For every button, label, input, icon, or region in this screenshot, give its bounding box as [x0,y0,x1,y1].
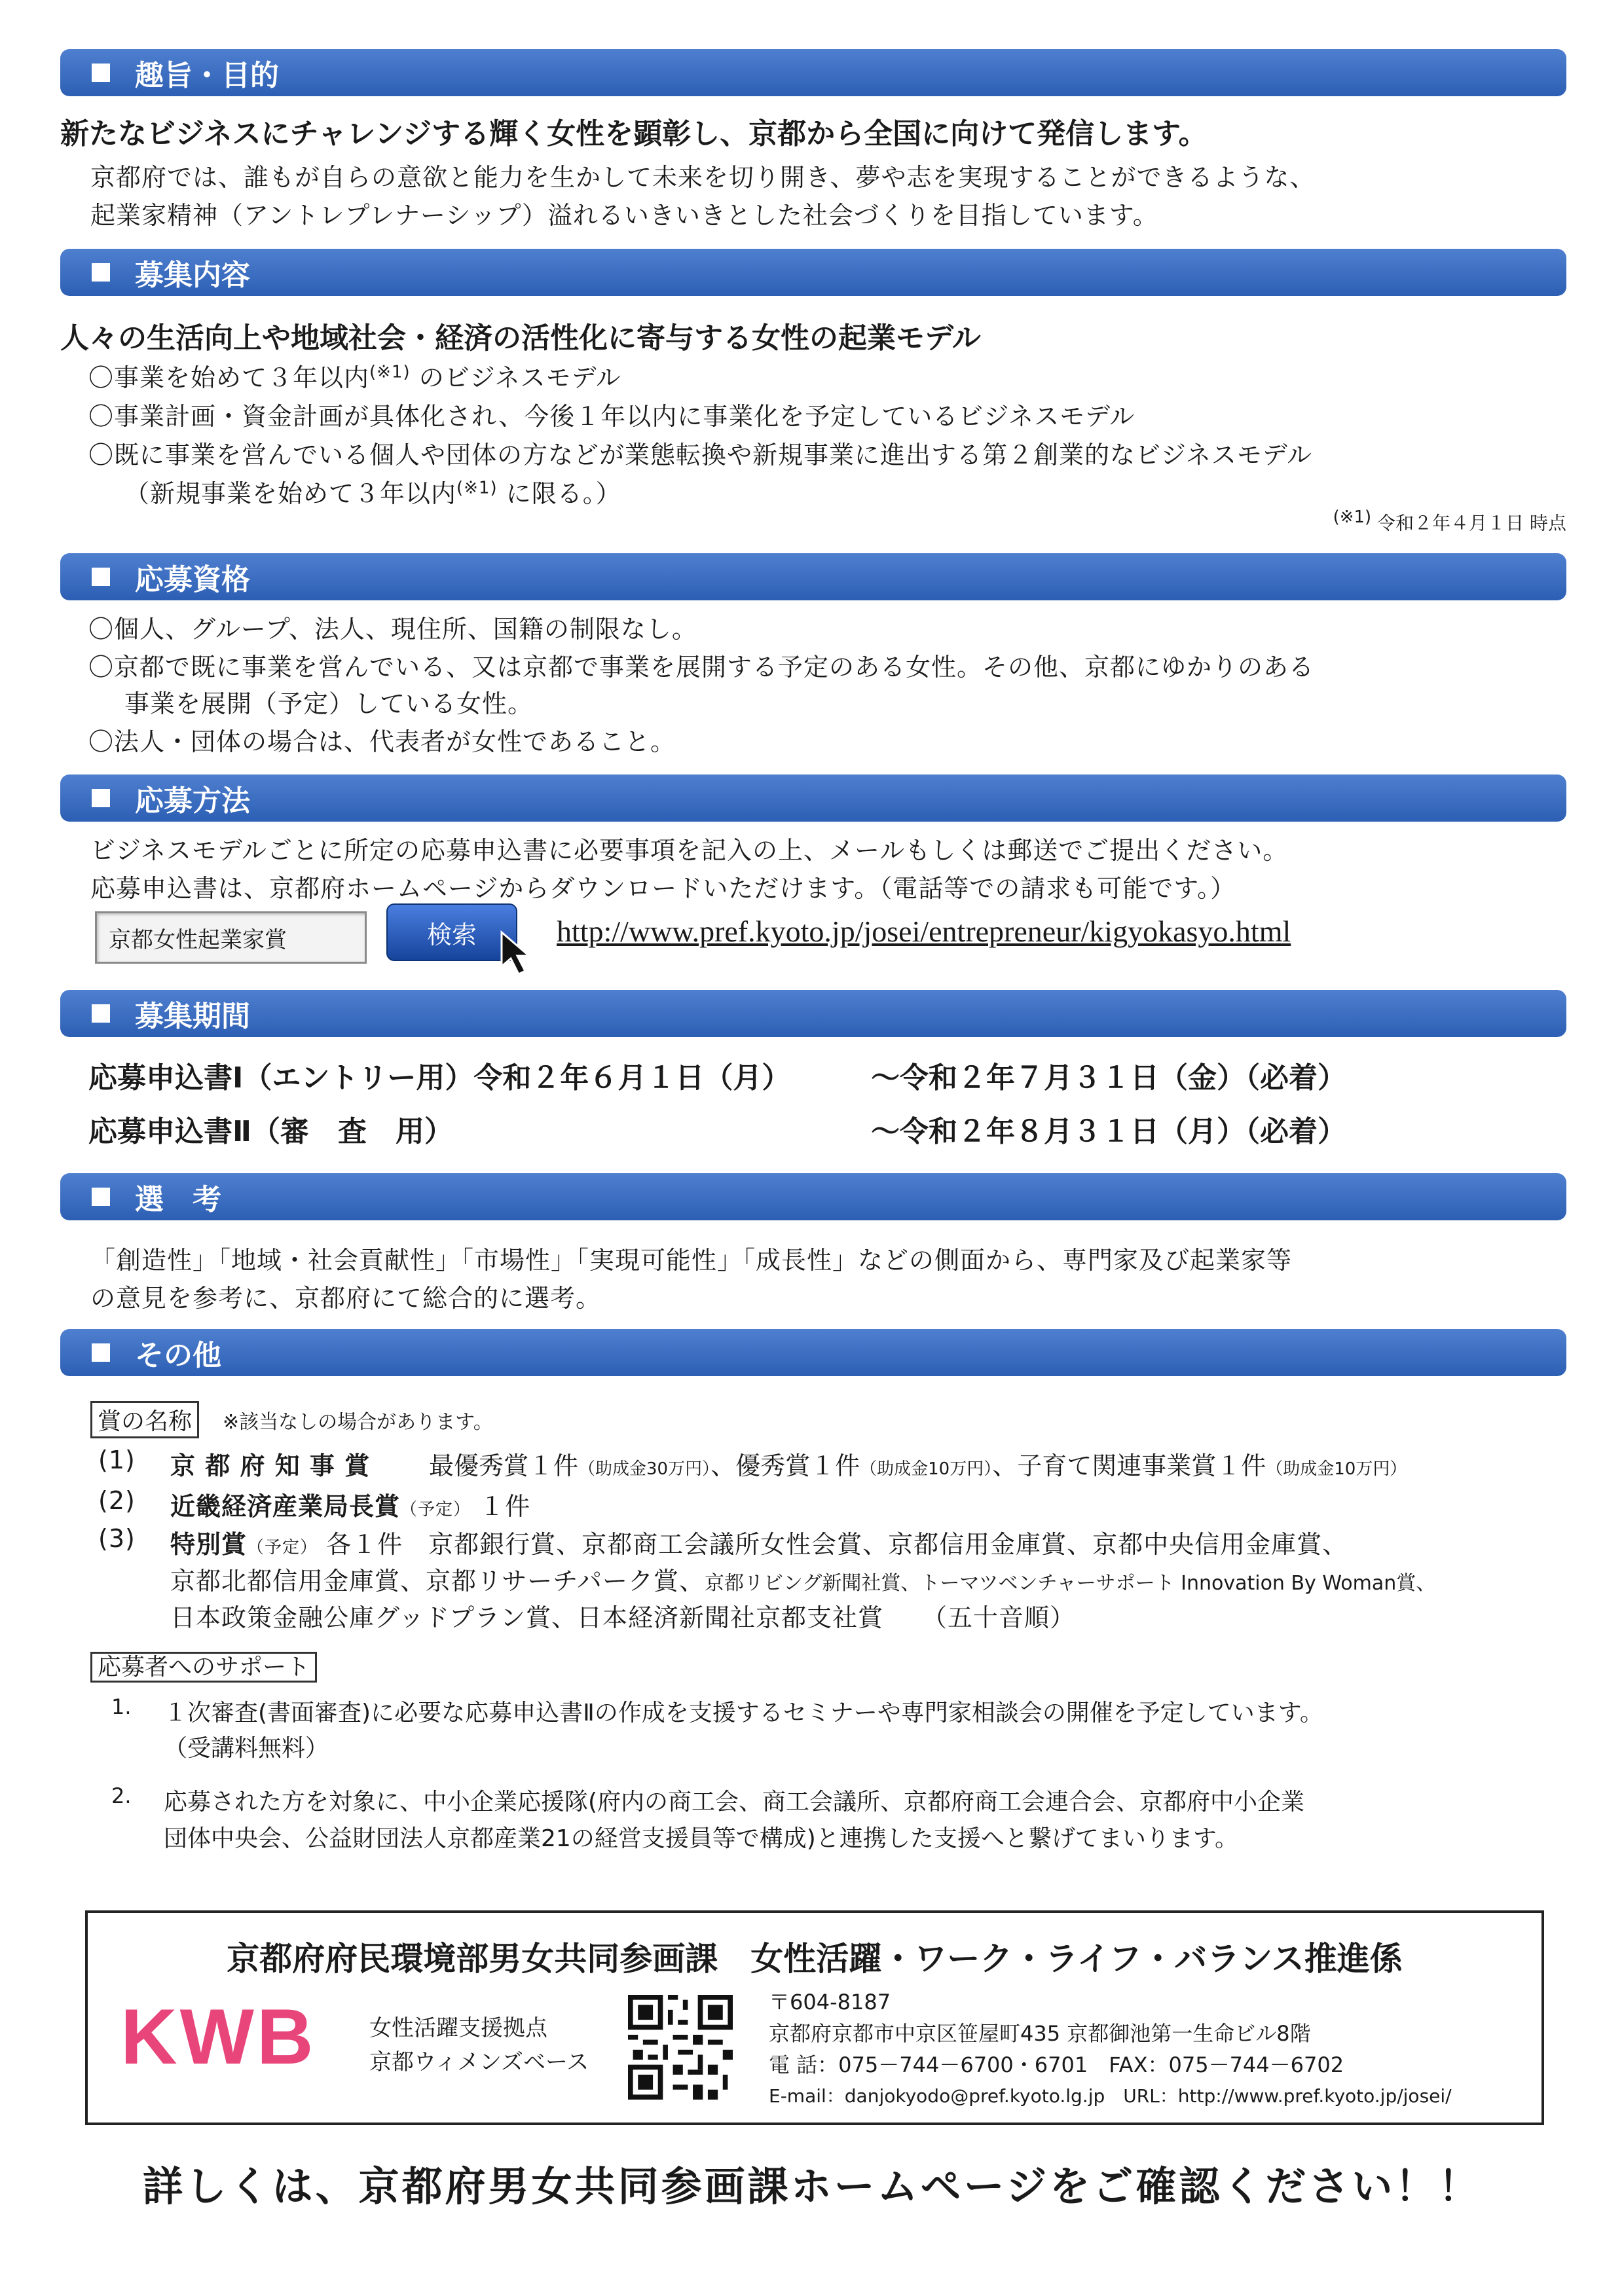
period-row1-deadline: ～令和２年７月３１日（金）（必着） [871,1061,1346,1095]
purpose-body-line1: 京都府では、誰もが自らの意欲と能力を生かして未来を切り開き、夢や志を実現することができるような、 [90,163,1316,192]
support2-number: 2. [111,1783,132,1808]
prize3-line3: 日本政策金融公庫グッドプラン賞、日本経済新聞社京都支社賞 （五十音順） [170,1603,1075,1632]
square-bullet-icon [92,1188,110,1206]
eligibility-item2-line2: 事業を展開（予定）している女性。 [124,689,534,718]
eligibility-item2-line1: 〇京都で既に事業を営んでいる、又は京都で事業を展開する予定のある女性。その他、京都にゆかりのある [88,653,1315,682]
square-bullet-icon [92,1343,110,1362]
section-header-purpose [60,49,1566,96]
section-title: 選 考 [135,1183,221,1216]
postal-code: 〒604-8187 [769,1990,891,2014]
contact-box [85,1910,1544,2125]
purpose-lead: 新たなビジネスにチャレンジする輝く女性を顕彰し、京都から全国に向けて発信します。 [60,117,1208,151]
section-header-selection [60,1173,1566,1220]
section-header-period [60,990,1566,1037]
eligibility-item3: 〇法人・団体の場合は、代表者が女性であること。 [88,727,676,756]
purpose-body-line2: 起業家精神（アントレプレナーシップ）溢れるいきいきとした社会づくりを目指しています。 [90,201,1158,230]
search-button-label: 検索 [426,920,477,949]
contact-details [769,1986,1452,2112]
square-bullet-icon [92,263,110,282]
section-title: 募集内容 [135,259,250,292]
selection-line1: 「創造性」「地域・社会貢献性」「市場性」「実現可能性」「成長性」などの側面から、専門家及び起業家等 [90,1246,1293,1275]
recruitment-item2: 〇事業計画・資金計画が具体化され、今後１年以内に事業化を予定しているビジネスモデル [88,402,1135,431]
support-header [90,1649,317,1682]
prize-header [90,1401,493,1438]
method-line2: 応募申込書は、京都府ホームページからダウンロードいただけます。（電話等での請求も可能です。） [90,874,1236,903]
cursor-arrow-icon [499,930,540,977]
square-bullet-icon [92,1004,110,1023]
support1-number: 1. [111,1694,132,1719]
period-row2-deadline: ～令和２年８月３１日（月）（必着） [871,1115,1346,1148]
support1-line2: （受講料無料） [164,1735,329,1762]
section-header-method [60,774,1566,822]
kwb-logo: KWB [120,1993,316,2081]
recruitment-lead: 人々の生活向上や地域社会・経済の活性化に寄与する女性の起業モデル [60,321,981,355]
section-title: 募集期間 [135,1000,250,1033]
phone-fax: 電 話：075－744－6700・6701 FAX：075－744－6702 [769,2052,1344,2077]
prize2-number: (2) [98,1486,136,1515]
prize1-details: 最優秀賞１件（助成金30万円）、優秀賞１件（助成金10万円）、子育て関連事業賞１件（助成金10万円） [429,1451,1407,1480]
period-row2-label: 応募申込書Ⅱ（審 査 用） [88,1115,453,1148]
square-bullet-icon [92,568,110,586]
support2-line1: 応募された方を対象に、中小企業応援隊(府内の商工会、商工会議所、京都府商工会連合会、京都府中小企業 [164,1789,1305,1815]
prize-note: ※該当なしの場合があります。 [223,1410,493,1434]
contact-org: 京都府府民環境部男女共同参画課 女性活躍・ワーク・ライフ・バランス推進係 [227,1940,1403,1978]
method-line1: ビジネスモデルごとに所定の応募申込書に必要事項を記入の上、メールもしくは郵送でご提出ください。 [90,836,1289,865]
section-header-recruitment [60,249,1566,296]
selection-line2: の意見を参考に、京都府にて総合的に選考。 [90,1284,602,1313]
section-header-other [60,1329,1566,1376]
prize1-name: 京 都 府 知 事 賞 [170,1451,371,1480]
square-bullet-icon [92,789,110,807]
email-url: E-mail：danjokyodo@pref.kyoto.lg.jp URL：http://www.pref.kyoto.jp/josei/ [769,2085,1452,2107]
footer-message: 詳しくは、京都府男女共同参画課ホームページをご確認ください！！ [142,2162,1482,2210]
section-title: 趣旨・目的 [135,59,279,92]
section-title: 応募資格 [135,563,250,596]
eligibility-item1: 〇個人、グループ、法人、現住所、国籍の制限なし。 [88,615,697,644]
base-name: 女性活躍支援拠点 京都ウィメンズベース [369,2015,589,2075]
recruitment-footnote: $^{(※1)}$ 令和２年４月１日 時点 [1333,507,1566,534]
section-header-eligibility [60,553,1566,600]
qr-code-icon [628,1995,733,2100]
address: 京都府京都市中京区笹屋町435 京都御池第一生命ビル8階 [769,2021,1311,2046]
recruitment-item3-sub: （新規事業を始めて３年以内$^{(※1)}$ に限る。） [124,478,621,508]
support1-line1: １次審査(書面審査)に必要な応募申込書Ⅱの作成を支援するセミナーや専門家相談会の開催を予定しています。 [164,1700,1323,1726]
prize3-number: (3) [98,1524,136,1553]
square-bullet-icon [92,64,110,82]
search-button[interactable] [386,903,517,961]
support2-line2: 団体中央会、公益財団法人京都産業21の経営支援員等で構成)と連携した支援へと繋げてまいります。 [164,1825,1238,1852]
section-title: 応募方法 [135,784,250,818]
prize3-line2: 京都北都信用金庫賞、京都リサーチパーク賞、京都リビング新聞社賞、トーマツベンチャーサポート Innovation By Woman賞、 [170,1567,1436,1595]
search-input[interactable]: 京都女性起業家賞 [95,911,367,964]
application-url-link[interactable]: http://www.pref.kyoto.jp/josei/entrepreneur/kigyokasyo.html [557,915,1291,948]
recruitment-item1: 〇事業を始めて３年以内$^{(※1)}$ のビジネスモデル [88,362,621,392]
prize1-number: (1) [98,1446,136,1474]
section-title: その他 [135,1339,221,1372]
recruitment-item3: 〇既に事業を営んでいる個人や団体の方などが業態転換や新規事業に進出する第２創業的なビジネスモデル [88,441,1312,469]
prize2-details: 近畿経済産業局長賞（予定） １件 [170,1492,531,1521]
prize-label: 賞の名称 [90,1401,199,1438]
support-label: 応募者へのサポート [90,1652,317,1683]
period-row1-label: 応募申込書Ⅰ（エントリー用）令和２年６月１日（月） [88,1061,791,1095]
prize3-line1: 特別賞（予定） 各１件 京都銀行賞、京都商工会議所女性会賞、京都信用金庫賞、京都中央信用金庫賞、 [170,1530,1348,1559]
